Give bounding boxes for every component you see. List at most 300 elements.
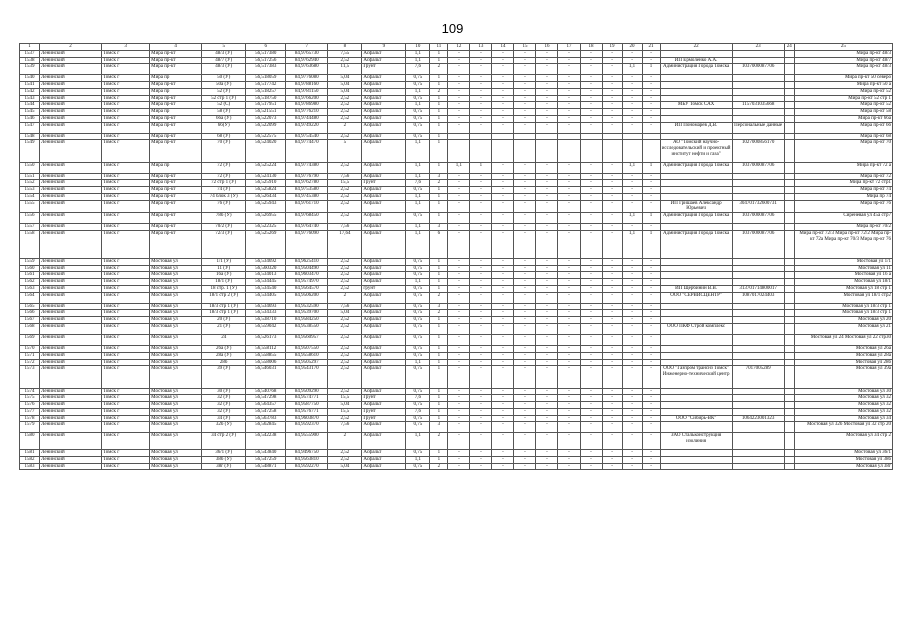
table-cell xyxy=(536,133,558,140)
table-cell: - xyxy=(470,346,492,353)
table-cell xyxy=(660,352,732,359)
table-cell: Мостовая ул xyxy=(150,323,202,334)
table-cell: - xyxy=(558,75,580,82)
table-cell: 1 xyxy=(430,140,448,162)
table-row xyxy=(20,279,893,286)
table-cell: Томск г xyxy=(102,456,150,463)
table-cell: 2 xyxy=(430,88,448,95)
table-cell: Мира пр-кт xyxy=(150,193,202,200)
table-cell: 1555 xyxy=(20,200,40,213)
table-cell: Мира пр-кт 48/7 xyxy=(794,57,892,64)
table-cell: 56,525910 xyxy=(246,180,286,187)
table-cell: - xyxy=(580,187,602,194)
table-cell: 0,75 xyxy=(406,310,430,317)
table-cell: Ленинский xyxy=(40,335,102,346)
table-cell: - xyxy=(514,323,536,334)
table-cell: - xyxy=(602,95,622,102)
table-cell: Асфальт xyxy=(362,224,406,231)
table-cell: 56,534692 xyxy=(246,258,286,265)
table-cell: Томск г xyxy=(102,310,150,317)
table-row xyxy=(20,64,893,75)
table-cell: 15,5 xyxy=(328,180,362,187)
table-cell: Мира пр-кт xyxy=(150,64,202,75)
table-cell: 1,1 xyxy=(406,231,430,259)
table-cell: 1537 xyxy=(20,50,40,57)
table-cell: 1556 xyxy=(20,213,40,224)
table-row xyxy=(20,187,893,194)
table-cell: - xyxy=(642,346,660,353)
table-cell: Мира пр-кт 70 xyxy=(794,140,892,162)
table-cell: - xyxy=(492,213,514,224)
table-cell: - xyxy=(580,388,602,395)
table-cell xyxy=(784,265,794,272)
table-cell: - xyxy=(642,57,660,64)
table-cell: - xyxy=(448,463,470,470)
table-cell: Ленинский xyxy=(40,422,102,433)
table-cell: 2 xyxy=(328,292,362,303)
table-cell: - xyxy=(514,213,536,224)
table-cell: Грунт xyxy=(362,415,406,422)
table-cell: - xyxy=(492,402,514,409)
table-cell: 2 xyxy=(328,122,362,133)
table-cell: - xyxy=(514,95,536,102)
table-cell: 1 xyxy=(430,352,448,359)
table-row xyxy=(20,140,893,162)
table-cell: - xyxy=(558,422,580,433)
table-cell: 84,9753580 xyxy=(286,187,328,194)
table-cell: 1087017024403 xyxy=(732,292,784,303)
table-cell: - xyxy=(470,335,492,346)
table-cell: 56,534405 xyxy=(246,292,286,303)
table-cell: Томск г xyxy=(102,187,150,194)
table-cell xyxy=(732,352,784,359)
table-cell: - xyxy=(514,115,536,122)
table-cell: - xyxy=(642,279,660,286)
table-cell: - xyxy=(622,102,642,109)
table-cell: 56,546031 xyxy=(246,366,286,388)
table-cell: Ленинский xyxy=(40,265,102,272)
table-cell: - xyxy=(514,57,536,64)
table-cell: 1 xyxy=(430,388,448,395)
table-cell: - xyxy=(514,109,536,116)
table-cell xyxy=(784,279,794,286)
table-cell: - xyxy=(642,258,660,265)
table-cell: 1 xyxy=(430,265,448,272)
table-cell: Мостовая ул xyxy=(150,346,202,353)
table-cell: Мостовая ул 18/1 xyxy=(794,279,892,286)
table-cell: 56,522073 xyxy=(246,115,286,122)
table-cell: Томск г xyxy=(102,265,150,272)
table-cell: Мира пр xyxy=(150,162,202,173)
table-cell: 56,534540 xyxy=(246,285,286,292)
table-cell: - xyxy=(602,303,622,310)
table-cell: 1 xyxy=(430,75,448,82)
table-cell: 1037000087706 xyxy=(732,213,784,224)
table-cell xyxy=(448,140,470,162)
table-cell: - xyxy=(622,272,642,279)
table-cell: Томск г xyxy=(102,408,150,415)
table-cell: 78б (У) xyxy=(202,213,246,224)
table-cell xyxy=(732,408,784,415)
table-cell xyxy=(660,408,732,415)
table-cell: - xyxy=(602,292,622,303)
table-cell: Асфальт xyxy=(362,450,406,457)
table-cell: - xyxy=(558,408,580,415)
table-cell: Мостовая ул xyxy=(150,272,202,279)
table-cell: 0,75 xyxy=(406,415,430,422)
table-cell: 7,56 xyxy=(328,303,362,310)
table-cell: Ленинский xyxy=(40,272,102,279)
table-cell: - xyxy=(492,395,514,402)
table-cell: 5,04 xyxy=(328,82,362,89)
table-cell xyxy=(784,162,794,173)
table-cell: Ленинский xyxy=(40,109,102,116)
table-cell: 7,6 xyxy=(406,395,430,402)
table-cell: 84,9763680 xyxy=(286,64,328,75)
table-cell: Мира пр-кт 72 xyxy=(794,173,892,180)
table-cell: 2,52 xyxy=(328,193,362,200)
table-cell: ИП Гришаев Александр Юрьевич xyxy=(660,200,732,213)
table-cell: - xyxy=(642,388,660,395)
table-cell: - xyxy=(558,395,580,402)
table-cell: - xyxy=(536,200,558,213)
table-cell: Мостовая ул 39а xyxy=(794,366,892,388)
table-cell: - xyxy=(642,109,660,116)
table-cell: Мира пр-кт xyxy=(150,231,202,259)
table-cell: 2,52 xyxy=(328,352,362,359)
table-cell: Асфальт xyxy=(362,213,406,224)
table-cell xyxy=(660,187,732,194)
table-cell xyxy=(784,346,794,353)
table-cell: - xyxy=(448,346,470,353)
table-cell xyxy=(580,140,602,162)
table-cell: Ленинский xyxy=(40,200,102,213)
table-cell: - xyxy=(580,285,602,292)
table-cell: - xyxy=(602,279,622,286)
table-cell: - xyxy=(470,258,492,265)
table-cell: - xyxy=(448,57,470,64)
table-cell: - xyxy=(448,303,470,310)
table-cell: 2,52 xyxy=(328,109,362,116)
table-cell: - xyxy=(642,366,660,388)
table-cell: - xyxy=(558,463,580,470)
table-cell: - xyxy=(470,395,492,402)
table-cell: 84,9576771 xyxy=(286,408,328,415)
table-cell: - xyxy=(492,187,514,194)
table-cell: - xyxy=(642,310,660,317)
table-cell: - xyxy=(470,292,492,303)
table-cell xyxy=(732,303,784,310)
table-cell: - xyxy=(536,258,558,265)
table-cell: - xyxy=(642,193,660,200)
table-cell: 52 стр 1 (У) xyxy=(202,95,246,102)
table-cell: Ленинский xyxy=(40,303,102,310)
table-cell: 1 xyxy=(430,450,448,457)
table-cell: 30 (У) xyxy=(202,388,246,395)
table-cell: 36/1 (У) xyxy=(202,450,246,457)
table-cell: 84,9558610 xyxy=(286,352,328,359)
table-cell: 1/1 (У) xyxy=(202,258,246,265)
table-cell: Мостовая ул 32 xyxy=(794,395,892,402)
table-cell: 72 (У) xyxy=(202,173,246,180)
table-cell: 84,9584250 xyxy=(286,317,328,324)
table-cell: - xyxy=(622,352,642,359)
table-cell: - xyxy=(622,456,642,463)
table-cell xyxy=(784,57,794,64)
table-cell: 1 xyxy=(430,57,448,64)
table-cell: 1575 xyxy=(20,395,40,402)
table-cell: Асфальт xyxy=(362,433,406,450)
table-cell: - xyxy=(558,88,580,95)
table-cell: 1037000087706 xyxy=(732,231,784,259)
table-cell: Томск г xyxy=(102,366,150,388)
table-cell: 0,75 xyxy=(406,450,430,457)
table-cell: - xyxy=(470,272,492,279)
table-row xyxy=(20,352,893,359)
table-cell: - xyxy=(580,173,602,180)
table-cell: Мира пр-кт xyxy=(150,140,202,162)
table-row xyxy=(20,335,893,346)
table-cell: - xyxy=(514,402,536,409)
table-cell: 1 xyxy=(430,346,448,353)
table-cell: - xyxy=(580,200,602,213)
table-cell: - xyxy=(514,187,536,194)
table-cell: 0,75 xyxy=(406,258,430,265)
table-cell: - xyxy=(514,359,536,366)
table-cell xyxy=(732,88,784,95)
table-cell: 1565 xyxy=(20,303,40,310)
column-number: 11 xyxy=(430,44,448,51)
table-cell: 70 (У) xyxy=(202,140,246,162)
table-cell xyxy=(784,352,794,359)
table-cell: - xyxy=(642,359,660,366)
table-cell: 84,9543170 xyxy=(286,366,328,388)
table-cell: 1567 xyxy=(20,317,40,324)
table-cell: 2 xyxy=(430,433,448,450)
table-cell: 1571 xyxy=(20,352,40,359)
table-cell: - xyxy=(492,422,514,433)
table-cell: 1564 xyxy=(20,292,40,303)
table-cell: - xyxy=(602,402,622,409)
table-cell: - xyxy=(622,187,642,194)
table-cell: 56,547258 xyxy=(246,408,286,415)
table-cell: 66(У) xyxy=(202,122,246,133)
table-cell: 84,9507550 xyxy=(286,346,328,353)
table-cell: - xyxy=(470,187,492,194)
table-cell: Томск г xyxy=(102,82,150,89)
table-cell: 84,9538550 xyxy=(286,323,328,334)
table-cell xyxy=(732,279,784,286)
table-cell: - xyxy=(514,64,536,75)
table-cell: - xyxy=(642,395,660,402)
table-cell: 28а (У) xyxy=(202,352,246,359)
table-cell: - xyxy=(536,180,558,187)
table-cell: Администрация Города Томска xyxy=(660,231,732,259)
table-cell xyxy=(784,82,794,89)
table-cell: 2 xyxy=(430,292,448,303)
table-cell: Мостовая ул xyxy=(150,258,202,265)
table-cell: - xyxy=(642,292,660,303)
table-cell: - xyxy=(514,285,536,292)
table-cell: Мира пр-кт xyxy=(150,122,202,133)
table-cell: - xyxy=(514,422,536,433)
table-cell: Мостовая ул xyxy=(150,335,202,346)
table-cell: 56,522575 xyxy=(246,133,286,140)
table-cell: Мира пр-кт xyxy=(150,187,202,194)
table-cell: 1 xyxy=(430,323,448,334)
table-cell: - xyxy=(536,109,558,116)
table-cell: - xyxy=(492,200,514,213)
table-cell: - xyxy=(642,50,660,57)
table-cell: Ленинский xyxy=(40,231,102,259)
table-cell: - xyxy=(536,162,558,173)
table-cell: 1577 xyxy=(20,408,40,415)
table-cell: 6 xyxy=(430,231,448,259)
table-cell: 1 xyxy=(642,231,660,259)
table-cell: 0,75 xyxy=(406,82,430,89)
table-cell: 2,52 xyxy=(328,187,362,194)
table-cell: - xyxy=(580,224,602,231)
table-cell: 56,525824 xyxy=(246,187,286,194)
table-cell: - xyxy=(470,88,492,95)
column-number: 15 xyxy=(514,44,536,51)
table-cell: - xyxy=(514,122,536,133)
column-number: 21 xyxy=(642,44,660,51)
table-cell xyxy=(784,102,794,109)
table-cell xyxy=(660,279,732,286)
table-cell: 84,9764740 xyxy=(286,224,328,231)
table-cell: - xyxy=(448,450,470,457)
table-cell: - xyxy=(642,335,660,346)
table-cell: МБУ Томск САХ xyxy=(660,102,732,109)
table-cell: Грунт xyxy=(362,395,406,402)
table-cell: Томск г xyxy=(102,64,150,75)
table-cell: - xyxy=(558,450,580,457)
table-cell: 1553 xyxy=(20,187,40,194)
table-cell: - xyxy=(558,173,580,180)
table-cell: - xyxy=(602,346,622,353)
table-cell: - xyxy=(558,162,580,173)
table-cell: - xyxy=(514,415,536,422)
table-cell: - xyxy=(602,224,622,231)
table-cell: - xyxy=(536,323,558,334)
table-cell: 1 xyxy=(430,95,448,102)
table-cell: 84,9560957 xyxy=(286,335,328,346)
table-cell: - xyxy=(622,180,642,187)
table-cell: - xyxy=(642,75,660,82)
table-cell xyxy=(784,388,794,395)
table-cell: 84,9766200 xyxy=(286,95,328,102)
table-row xyxy=(20,456,893,463)
table-cell: - xyxy=(602,122,622,133)
table-cell: - xyxy=(514,366,536,388)
table-cell: - xyxy=(536,193,558,200)
table-cell: - xyxy=(580,64,602,75)
table-cell: - xyxy=(448,231,470,259)
table-cell: Ленинский xyxy=(40,346,102,353)
table-cell: - xyxy=(602,265,622,272)
table-cell: 34 (У) xyxy=(202,415,246,422)
table-cell xyxy=(784,366,794,388)
table-cell: - xyxy=(558,50,580,57)
table-cell: 3 xyxy=(430,422,448,433)
table-cell: 84,9539700 xyxy=(286,310,328,317)
table-cell: 304701732600731 xyxy=(732,200,784,213)
table-cell xyxy=(660,310,732,317)
table-row xyxy=(20,102,893,109)
table-cell xyxy=(784,187,794,194)
table-cell: Ленинский xyxy=(40,140,102,162)
table-cell: 5 xyxy=(328,140,362,162)
table-cell: - xyxy=(492,352,514,359)
table-row xyxy=(20,75,893,82)
table-cell: 0,75 xyxy=(406,463,430,470)
table-cell: 1548 xyxy=(20,133,40,140)
table-cell: - xyxy=(514,173,536,180)
table-cell: Ленинский xyxy=(40,352,102,359)
table-cell xyxy=(784,310,794,317)
table-cell: - xyxy=(580,346,602,353)
table-cell: - xyxy=(558,388,580,395)
table-cell: Томск г xyxy=(102,193,150,200)
table-cell: 1 xyxy=(430,366,448,388)
table-cell: Мира пр-кт 66 xyxy=(794,122,892,133)
table-cell xyxy=(660,346,732,353)
table-cell: - xyxy=(622,388,642,395)
table-cell: - xyxy=(558,335,580,346)
table-row xyxy=(20,303,893,310)
table-cell: 0,75 xyxy=(406,115,430,122)
table-cell: 56,558006 xyxy=(246,359,286,366)
table-cell: Мостовая ул 32 xyxy=(794,408,892,415)
table-cell: - xyxy=(558,122,580,133)
table-row xyxy=(20,272,893,279)
table-cell: 84,9754540 xyxy=(286,133,328,140)
table-cell: Мостовая ул 30 xyxy=(794,388,892,395)
table-cell: Асфальт xyxy=(362,279,406,286)
table-cell: - xyxy=(492,415,514,422)
table-cell: - xyxy=(580,231,602,259)
table-cell: - xyxy=(580,279,602,286)
table-cell: - xyxy=(492,279,514,286)
table-cell: Асфальт xyxy=(362,133,406,140)
table-cell: 84,9532590 xyxy=(286,303,328,310)
table-cell xyxy=(732,57,784,64)
table-cell: ООО "СЕРВИСЦЕНТР" xyxy=(660,292,732,303)
table-cell: - xyxy=(448,402,470,409)
table-cell: - xyxy=(536,335,558,346)
table-cell: - xyxy=(514,395,536,402)
table-cell xyxy=(660,109,732,116)
table-cell: 5,04 xyxy=(328,75,362,82)
table-cell: Асфальт xyxy=(362,359,406,366)
table-cell: Асфальт xyxy=(362,122,406,133)
table-cell: Ленинский xyxy=(40,180,102,187)
table-cell: - xyxy=(470,265,492,272)
table-cell: 1 xyxy=(470,162,492,173)
table-cell: - xyxy=(514,352,536,359)
table-cell: 84,9786980 xyxy=(286,102,328,109)
table-row xyxy=(20,366,893,388)
table-cell: Томск г xyxy=(102,180,150,187)
table-cell: Мира пр-кт 58 xyxy=(794,109,892,116)
table-cell xyxy=(784,463,794,470)
table-cell: Асфальт xyxy=(362,258,406,265)
table-cell xyxy=(732,193,784,200)
table-cell: Томск г xyxy=(102,133,150,140)
table-cell: - xyxy=(642,450,660,457)
table-cell: 84,9587750 xyxy=(286,402,328,409)
